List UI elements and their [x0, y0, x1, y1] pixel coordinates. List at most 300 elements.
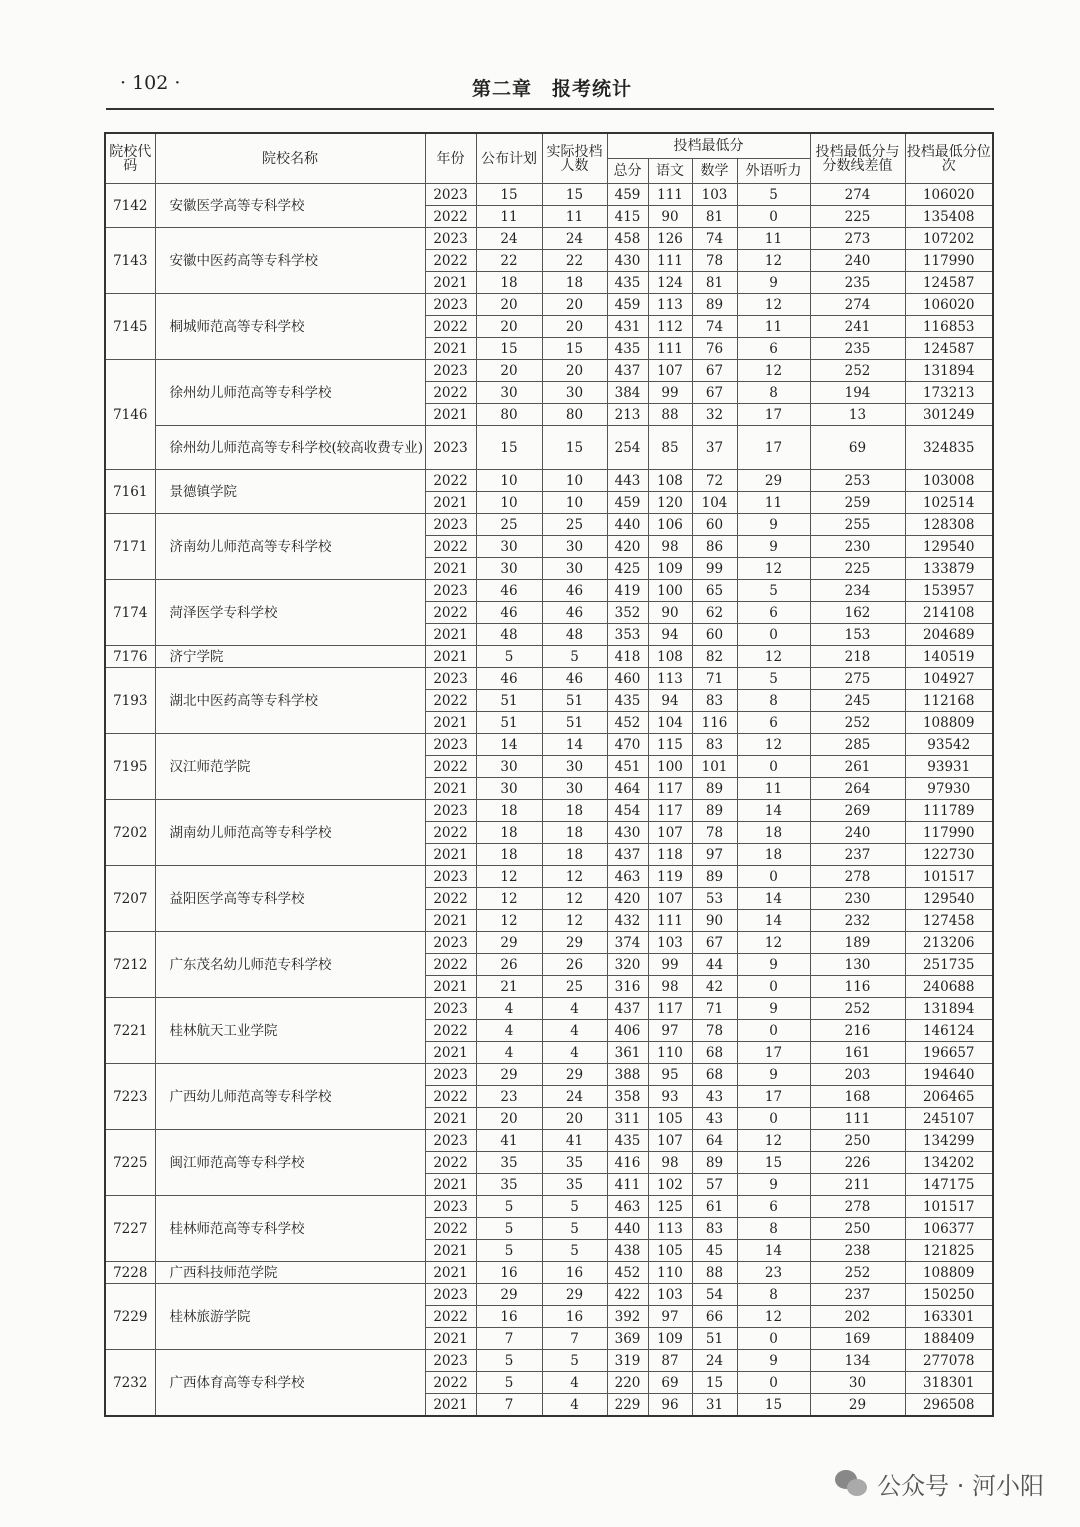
cell-diff: 189 — [810, 932, 905, 954]
header-min-score: 投档最低分 — [607, 133, 810, 159]
cell-rank: 121825 — [905, 1240, 993, 1262]
cell-math: 99 — [692, 558, 737, 580]
cell-total: 440 — [607, 1218, 648, 1240]
cell-math: 89 — [692, 294, 737, 316]
cell-plan: 46 — [476, 668, 542, 690]
cell-foreign: 12 — [737, 558, 810, 580]
cell-actual: 4 — [542, 1372, 607, 1394]
cell-rank: 106377 — [905, 1218, 993, 1240]
cell-rank: 97930 — [905, 778, 993, 800]
cell-rank: 135408 — [905, 206, 993, 228]
cell-foreign: 9 — [737, 1174, 810, 1196]
cell-diff: 130 — [810, 954, 905, 976]
cell-actual: 12 — [542, 888, 607, 910]
cell-diff: 252 — [810, 998, 905, 1020]
cell-math: 24 — [692, 1350, 737, 1372]
cell-rank: 296508 — [905, 1394, 993, 1417]
cell-math: 89 — [692, 1152, 737, 1174]
cell-year: 2021 — [425, 338, 476, 360]
cell-plan: 20 — [476, 294, 542, 316]
cell-chinese: 126 — [648, 228, 692, 250]
cell-actual: 12 — [542, 910, 607, 932]
cell-diff: 162 — [810, 602, 905, 624]
cell-math: 78 — [692, 1020, 737, 1042]
cell-diff: 285 — [810, 734, 905, 756]
cell-plan: 5 — [476, 1372, 542, 1394]
cell-chinese: 98 — [648, 1152, 692, 1174]
cell-total: 443 — [607, 470, 648, 492]
cell-math: 83 — [692, 690, 737, 712]
cell-actual: 14 — [542, 734, 607, 756]
cell-chinese: 105 — [648, 1240, 692, 1262]
cell-plan: 7 — [476, 1328, 542, 1350]
cell-rank: 93931 — [905, 756, 993, 778]
table-row — [105, 294, 993, 316]
cell-actual: 18 — [542, 800, 607, 822]
header-rank: 投档最低分位次 — [905, 133, 993, 184]
cell-actual: 4 — [542, 1042, 607, 1064]
cell-chinese: 117 — [648, 778, 692, 800]
cell-actual: 51 — [542, 712, 607, 734]
cell-plan: 16 — [476, 1262, 542, 1284]
cell-year: 2023 — [425, 426, 476, 470]
cell-math: 89 — [692, 800, 737, 822]
cell-plan: 11 — [476, 206, 542, 228]
cell-chinese: 97 — [648, 1306, 692, 1328]
cell-math: 83 — [692, 734, 737, 756]
cell-diff: 235 — [810, 272, 905, 294]
cell-year: 2023 — [425, 1130, 476, 1152]
cell-total: 220 — [607, 1372, 648, 1394]
cell-math: 60 — [692, 624, 737, 646]
cell-actual: 30 — [542, 536, 607, 558]
cell-total: 416 — [607, 1152, 648, 1174]
cell-foreign: 5 — [737, 184, 810, 206]
school-name: 景德镇学院 — [155, 470, 425, 514]
cell-foreign: 8 — [737, 1218, 810, 1240]
cell-plan: 18 — [476, 844, 542, 866]
cell-total: 452 — [607, 712, 648, 734]
cell-total: 420 — [607, 888, 648, 910]
cell-math: 82 — [692, 646, 737, 668]
cell-chinese: 108 — [648, 646, 692, 668]
cell-total: 415 — [607, 206, 648, 228]
school-code: 7227 — [105, 1196, 155, 1262]
cell-chinese: 87 — [648, 1350, 692, 1372]
cell-rank: 104927 — [905, 668, 993, 690]
cell-total: 437 — [607, 998, 648, 1020]
cell-year: 2021 — [425, 492, 476, 514]
table-row — [105, 1196, 993, 1218]
header-foreign: 外语听力 — [737, 159, 810, 184]
school-code: 7195 — [105, 734, 155, 800]
table-row — [105, 580, 993, 602]
cell-actual: 18 — [542, 272, 607, 294]
cell-math: 76 — [692, 338, 737, 360]
cell-total: 435 — [607, 338, 648, 360]
cell-total: 229 — [607, 1394, 648, 1417]
cell-year: 2021 — [425, 844, 476, 866]
cell-year: 2022 — [425, 536, 476, 558]
cell-actual: 5 — [542, 1218, 607, 1240]
cell-chinese: 90 — [648, 206, 692, 228]
cell-actual: 25 — [542, 976, 607, 998]
cell-chinese: 99 — [648, 382, 692, 404]
cell-rank: 204689 — [905, 624, 993, 646]
cell-year: 2021 — [425, 272, 476, 294]
cell-math: 15 — [692, 1372, 737, 1394]
school-name: 湖北中医药高等专科学校 — [155, 668, 425, 734]
cell-plan: 18 — [476, 822, 542, 844]
school-name: 安徽中医药高等专科学校 — [155, 228, 425, 294]
cell-rank: 93542 — [905, 734, 993, 756]
cell-chinese: 117 — [648, 998, 692, 1020]
cell-foreign: 12 — [737, 734, 810, 756]
cell-chinese: 90 — [648, 602, 692, 624]
cell-chinese: 99 — [648, 954, 692, 976]
cell-year: 2021 — [425, 558, 476, 580]
cell-total: 470 — [607, 734, 648, 756]
cell-rank: 128308 — [905, 514, 993, 536]
school-name: 桂林航天工业学院 — [155, 998, 425, 1064]
cell-diff: 13 — [810, 404, 905, 426]
cell-foreign: 12 — [737, 250, 810, 272]
table-body — [105, 184, 993, 1417]
cell-total: 440 — [607, 514, 648, 536]
table-row — [105, 1284, 993, 1306]
cell-total: 392 — [607, 1306, 648, 1328]
cell-total: 254 — [607, 426, 648, 470]
cell-chinese: 113 — [648, 294, 692, 316]
cell-math: 71 — [692, 668, 737, 690]
cell-plan: 41 — [476, 1130, 542, 1152]
cell-year: 2022 — [425, 382, 476, 404]
cell-diff: 245 — [810, 690, 905, 712]
cell-chinese: 94 — [648, 690, 692, 712]
cell-plan: 21 — [476, 976, 542, 998]
cell-actual: 30 — [542, 558, 607, 580]
table-row — [105, 360, 993, 382]
school-code: 7161 — [105, 470, 155, 514]
cell-year: 2023 — [425, 800, 476, 822]
cell-foreign: 14 — [737, 800, 810, 822]
cell-diff: 134 — [810, 1350, 905, 1372]
cell-chinese: 117 — [648, 800, 692, 822]
table-row — [105, 184, 993, 206]
cell-foreign: 12 — [737, 1306, 810, 1328]
cell-total: 430 — [607, 822, 648, 844]
cell-total: 435 — [607, 690, 648, 712]
cell-plan: 12 — [476, 866, 542, 888]
cell-foreign: 9 — [737, 272, 810, 294]
header-code: 院校代码 — [105, 133, 155, 184]
cell-math: 67 — [692, 932, 737, 954]
cell-diff: 116 — [810, 976, 905, 998]
cell-total: 406 — [607, 1020, 648, 1042]
cell-total: 452 — [607, 1262, 648, 1284]
cell-plan: 46 — [476, 580, 542, 602]
cell-foreign: 0 — [737, 1020, 810, 1042]
cell-rank: 101517 — [905, 866, 993, 888]
cell-math: 101 — [692, 756, 737, 778]
cell-chinese: 106 — [648, 514, 692, 536]
cell-total: 422 — [607, 1284, 648, 1306]
cell-math: 68 — [692, 1042, 737, 1064]
cell-year: 2023 — [425, 734, 476, 756]
cell-math: 68 — [692, 1064, 737, 1086]
cell-plan: 30 — [476, 558, 542, 580]
cell-total: 464 — [607, 778, 648, 800]
cell-math: 65 — [692, 580, 737, 602]
cell-diff: 232 — [810, 910, 905, 932]
cell-math: 74 — [692, 228, 737, 250]
cell-actual: 20 — [542, 360, 607, 382]
school-name: 广西科技师范学院 — [155, 1262, 425, 1284]
cell-diff: 218 — [810, 646, 905, 668]
header-diff: 投档最低分与分数线差值 — [810, 133, 905, 184]
wechat-icon — [835, 1470, 869, 1498]
cell-rank: 131894 — [905, 360, 993, 382]
school-name: 桂林旅游学院 — [155, 1284, 425, 1350]
school-name: 广西体育高等专科学校 — [155, 1350, 425, 1417]
cell-chinese: 97 — [648, 1020, 692, 1042]
cell-rank: 188409 — [905, 1328, 993, 1350]
cell-actual: 11 — [542, 206, 607, 228]
cell-math: 57 — [692, 1174, 737, 1196]
cell-actual: 35 — [542, 1174, 607, 1196]
cell-chinese: 100 — [648, 580, 692, 602]
cell-foreign: 6 — [737, 602, 810, 624]
cell-diff: 278 — [810, 866, 905, 888]
cell-plan: 15 — [476, 426, 542, 470]
cell-plan: 14 — [476, 734, 542, 756]
cell-diff: 278 — [810, 1196, 905, 1218]
cell-actual: 15 — [542, 426, 607, 470]
cell-year: 2023 — [425, 184, 476, 206]
cell-math: 103 — [692, 184, 737, 206]
cell-actual: 10 — [542, 492, 607, 514]
header-chinese: 语文 — [648, 159, 692, 184]
cell-foreign: 12 — [737, 932, 810, 954]
cell-rank: 150250 — [905, 1284, 993, 1306]
cell-math: 81 — [692, 206, 737, 228]
table-row — [105, 426, 993, 470]
cell-chinese: 113 — [648, 1218, 692, 1240]
cell-chinese: 109 — [648, 558, 692, 580]
school-name: 徐州幼儿师范高等专科学校(较高收费专业) — [155, 426, 425, 470]
cell-year: 2023 — [425, 668, 476, 690]
cell-foreign: 14 — [737, 910, 810, 932]
cell-diff: 194 — [810, 382, 905, 404]
cell-foreign: 11 — [737, 778, 810, 800]
school-name: 益阳医学高等专科学校 — [155, 866, 425, 932]
table-row — [105, 668, 993, 690]
school-name: 桐城师范高等专科学校 — [155, 294, 425, 360]
cell-rank: 102514 — [905, 492, 993, 514]
table-row — [105, 514, 993, 536]
cell-actual: 15 — [542, 184, 607, 206]
cell-total: 320 — [607, 954, 648, 976]
cell-chinese: 100 — [648, 756, 692, 778]
cell-diff: 202 — [810, 1306, 905, 1328]
cell-plan: 46 — [476, 602, 542, 624]
cell-year: 2021 — [425, 646, 476, 668]
cell-year: 2021 — [425, 1394, 476, 1417]
cell-actual: 41 — [542, 1130, 607, 1152]
school-code: 7146 — [105, 360, 155, 470]
cell-plan: 4 — [476, 998, 542, 1020]
header-name: 院校名称 — [155, 133, 425, 184]
cell-foreign: 6 — [737, 712, 810, 734]
cell-actual: 80 — [542, 404, 607, 426]
cell-rank: 214108 — [905, 602, 993, 624]
school-name: 闽江师范高等专科学校 — [155, 1130, 425, 1196]
cell-math: 88 — [692, 1262, 737, 1284]
cell-rank: 129540 — [905, 888, 993, 910]
cell-chinese: 124 — [648, 272, 692, 294]
cell-chinese: 102 — [648, 1174, 692, 1196]
school-name: 徐州幼儿师范高等专科学校 — [155, 360, 425, 426]
cell-actual: 48 — [542, 624, 607, 646]
cell-rank: 117990 — [905, 250, 993, 272]
cell-diff: 237 — [810, 844, 905, 866]
school-code: 7202 — [105, 800, 155, 866]
cell-diff: 274 — [810, 294, 905, 316]
cell-year: 2022 — [425, 888, 476, 910]
cell-math: 62 — [692, 602, 737, 624]
cell-year: 2023 — [425, 1284, 476, 1306]
cell-foreign: 29 — [737, 470, 810, 492]
cell-chinese: 108 — [648, 470, 692, 492]
cell-math: 81 — [692, 272, 737, 294]
cell-math: 71 — [692, 998, 737, 1020]
cell-rank: 277078 — [905, 1350, 993, 1372]
cell-actual: 22 — [542, 250, 607, 272]
cell-foreign: 12 — [737, 646, 810, 668]
cell-plan: 26 — [476, 954, 542, 976]
school-code: 7212 — [105, 932, 155, 998]
cell-math: 116 — [692, 712, 737, 734]
cell-total: 369 — [607, 1328, 648, 1350]
cell-math: 54 — [692, 1284, 737, 1306]
cell-year: 2022 — [425, 316, 476, 338]
cell-chinese: 105 — [648, 1108, 692, 1130]
cell-year: 2023 — [425, 228, 476, 250]
cell-diff: 234 — [810, 580, 905, 602]
cell-actual: 51 — [542, 690, 607, 712]
cell-year: 2022 — [425, 822, 476, 844]
cell-year: 2022 — [425, 1152, 476, 1174]
cell-foreign: 9 — [737, 536, 810, 558]
cell-chinese: 107 — [648, 822, 692, 844]
cell-diff: 238 — [810, 1240, 905, 1262]
cell-diff: 169 — [810, 1328, 905, 1350]
admission-score-table — [104, 132, 994, 1417]
school-name: 菏泽医学专科学校 — [155, 580, 425, 646]
table-row — [105, 734, 993, 756]
cell-foreign: 5 — [737, 668, 810, 690]
cell-math: 78 — [692, 822, 737, 844]
footer-watermark — [835, 1466, 1044, 1501]
cell-diff: 252 — [810, 712, 905, 734]
cell-diff: 203 — [810, 1064, 905, 1086]
cell-diff: 250 — [810, 1130, 905, 1152]
chapter-title: 第二章 报考统计 — [472, 78, 633, 100]
cell-plan: 5 — [476, 1196, 542, 1218]
cell-plan: 20 — [476, 360, 542, 382]
cell-math: 61 — [692, 1196, 737, 1218]
cell-foreign: 12 — [737, 360, 810, 382]
school-code: 7171 — [105, 514, 155, 580]
cell-year: 2021 — [425, 1328, 476, 1350]
cell-chinese: 104 — [648, 712, 692, 734]
cell-total: 353 — [607, 624, 648, 646]
cell-rank: 147175 — [905, 1174, 993, 1196]
cell-foreign: 9 — [737, 1064, 810, 1086]
cell-year: 2023 — [425, 1196, 476, 1218]
cell-chinese: 98 — [648, 536, 692, 558]
cell-chinese: 107 — [648, 888, 692, 910]
school-code: 7176 — [105, 646, 155, 668]
cell-math: 31 — [692, 1394, 737, 1417]
cell-diff: 252 — [810, 1262, 905, 1284]
cell-year: 2023 — [425, 1350, 476, 1372]
cell-plan: 30 — [476, 382, 542, 404]
cell-actual: 4 — [542, 998, 607, 1020]
school-code: 7193 — [105, 668, 155, 734]
school-code: 7207 — [105, 866, 155, 932]
table-row — [105, 998, 993, 1020]
cell-actual: 20 — [542, 1108, 607, 1130]
cell-year: 2021 — [425, 778, 476, 800]
cell-year: 2022 — [425, 690, 476, 712]
cell-plan: 15 — [476, 184, 542, 206]
cell-rank: 140519 — [905, 646, 993, 668]
table-row — [105, 932, 993, 954]
cell-foreign: 11 — [737, 492, 810, 514]
cell-rank: 127458 — [905, 910, 993, 932]
cell-diff: 261 — [810, 756, 905, 778]
cell-rank: 240688 — [905, 976, 993, 998]
cell-total: 430 — [607, 250, 648, 272]
cell-math: 104 — [692, 492, 737, 514]
cell-diff: 241 — [810, 316, 905, 338]
cell-year: 2023 — [425, 294, 476, 316]
cell-actual: 29 — [542, 1284, 607, 1306]
cell-rank: 134202 — [905, 1152, 993, 1174]
cell-plan: 5 — [476, 1350, 542, 1372]
cell-plan: 29 — [476, 1064, 542, 1086]
cell-math: 51 — [692, 1328, 737, 1350]
cell-diff: 235 — [810, 338, 905, 360]
school-code: 7174 — [105, 580, 155, 646]
cell-rank: 124587 — [905, 338, 993, 360]
cell-rank: 112168 — [905, 690, 993, 712]
watermark-text: 公众号 · 河小阳 — [877, 1472, 1044, 1500]
cell-rank: 194640 — [905, 1064, 993, 1086]
cell-plan: 4 — [476, 1042, 542, 1064]
cell-rank: 117990 — [905, 822, 993, 844]
cell-plan: 30 — [476, 778, 542, 800]
cell-plan: 30 — [476, 536, 542, 558]
cell-chinese: 88 — [648, 404, 692, 426]
cell-actual: 25 — [542, 514, 607, 536]
cell-total: 411 — [607, 1174, 648, 1196]
cell-year: 2021 — [425, 1174, 476, 1196]
cell-actual: 16 — [542, 1262, 607, 1284]
cell-chinese: 103 — [648, 932, 692, 954]
cell-math: 97 — [692, 844, 737, 866]
